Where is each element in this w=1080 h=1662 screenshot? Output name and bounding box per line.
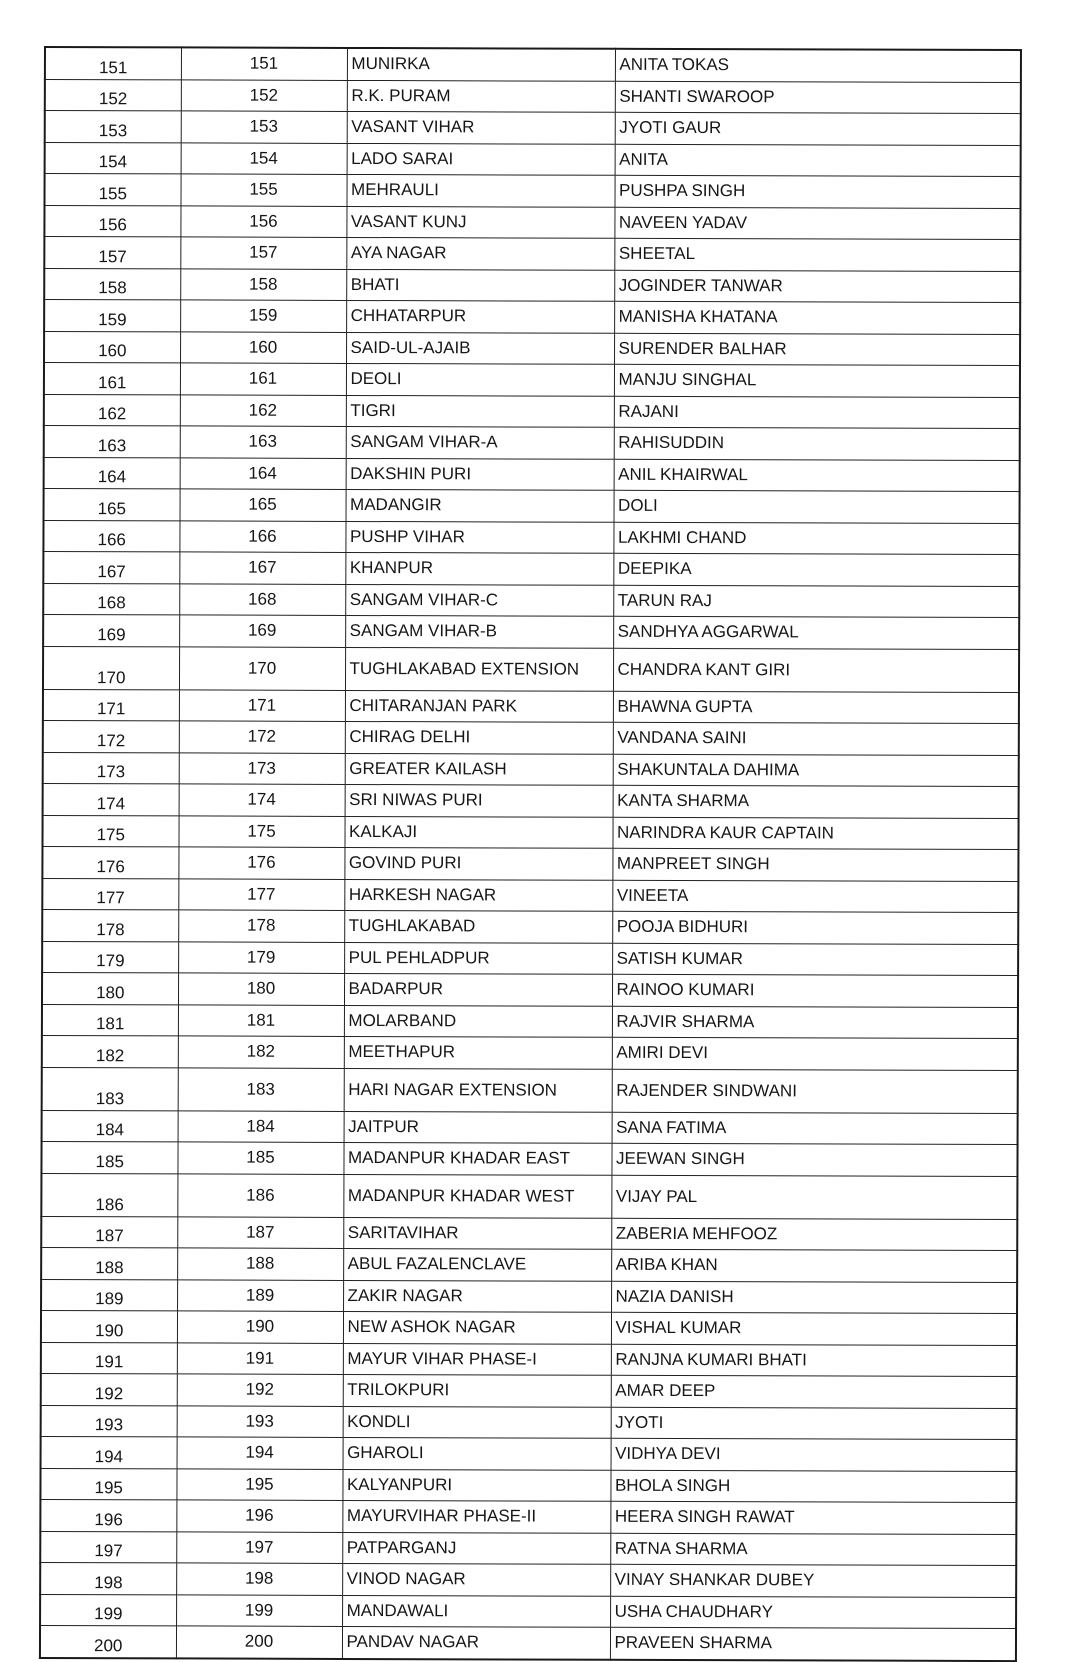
table-row [40, 1531, 1016, 1566]
ward-name-cell: PANDAV NAGAR [342, 1626, 610, 1659]
councillor-name-cell: NAZIA DANISH [611, 1281, 1017, 1314]
councillor-name-cell: HEERA SINGH RAWAT [610, 1501, 1016, 1534]
serial-number-cell: 180 [42, 972, 178, 1004]
serial-number-cell: 164 [44, 457, 180, 489]
councillor-name-cell: JYOTI [611, 1407, 1017, 1440]
ward-number-cell: 180 [178, 973, 344, 1005]
councillor-name-cell: DOLI [614, 490, 1020, 523]
councillor-name-cell: VISHAL KUMAR [611, 1312, 1017, 1345]
ward-number-cell: 169 [179, 615, 345, 647]
ward-number-cell: 164 [180, 457, 346, 489]
councillor-name-cell: SHEETAL [614, 238, 1020, 271]
ward-number-cell: 182 [178, 1036, 344, 1068]
serial-number-cell: 185 [41, 1141, 177, 1173]
councillor-name-cell: RAJANI [614, 396, 1020, 429]
ward-name-cell: MANDAWALI [342, 1595, 610, 1627]
ward-name-cell: GOVIND PURI [344, 847, 612, 879]
table-row [41, 1279, 1017, 1314]
ward-number-cell: 178 [178, 910, 344, 942]
table-row [45, 111, 1021, 146]
table-row [43, 615, 1019, 650]
ward-number-cell: 177 [178, 878, 344, 910]
ward-number-cell: 198 [176, 1563, 342, 1595]
serial-number-cell: 171 [43, 689, 179, 721]
councillor-name-cell: SANA FATIMA [612, 1112, 1018, 1145]
ward-number-cell: 192 [177, 1374, 343, 1406]
councillor-name-cell: AMIRI DEVI [612, 1037, 1018, 1070]
table-row [45, 79, 1021, 114]
councillor-name-cell: KANTA SHARMA [613, 785, 1019, 818]
ward-number-cell: 168 [179, 583, 345, 615]
serial-number-cell: 161 [44, 363, 180, 395]
table-row [43, 783, 1019, 818]
serial-number-cell: 189 [41, 1279, 177, 1311]
serial-number-cell: 178 [42, 909, 178, 941]
ward-number-cell: 154 [181, 142, 347, 174]
ward-number-cell: 190 [177, 1311, 343, 1343]
councillor-name-cell: ARIBA KHAN [611, 1249, 1017, 1282]
table-row [41, 1373, 1017, 1408]
ward-name-cell: KALKAJI [344, 816, 612, 848]
councillor-name-cell: ANITA [615, 144, 1021, 177]
ward-number-cell: 194 [177, 1437, 343, 1469]
table-row [42, 909, 1018, 944]
ward-number-cell: 153 [181, 111, 347, 143]
ward-name-cell: GHAROLI [343, 1437, 611, 1469]
serial-number-cell: 174 [43, 783, 179, 815]
ward-name-cell: TIGRI [346, 395, 614, 427]
ward-name-cell: TRILOKPURI [343, 1374, 611, 1406]
ward-number-cell: 173 [179, 752, 345, 784]
councillor-name-cell: BHAWNA GUPTA [613, 691, 1019, 724]
councillor-name-cell: MANJU SINGHAL [614, 364, 1020, 397]
councillor-name-cell: ANIL KHAIRWAL [614, 459, 1020, 492]
ward-name-cell: GREATER KAILASH [345, 753, 613, 785]
table-row [44, 300, 1020, 335]
ward-number-cell: 183 [178, 1067, 344, 1111]
councillor-name-cell: NARINDRA KAUR CAPTAIN [612, 817, 1018, 850]
table-row [41, 1405, 1017, 1440]
table-row [44, 331, 1020, 366]
councillor-name-cell: MANISHA KHATANA [614, 301, 1020, 334]
ward-number-cell: 158 [180, 268, 346, 300]
ward-name-cell: TUGHLAKABAD [344, 910, 612, 942]
ward-name-cell: MADANPUR KHADAR EAST [343, 1142, 611, 1174]
serial-number-cell: 163 [44, 426, 180, 458]
table-row [42, 1004, 1018, 1039]
councillor-name-cell: BHOLA SINGH [610, 1470, 1016, 1503]
serial-number-cell: 162 [44, 394, 180, 426]
councillor-name-cell: RANJNA KUMARI BHATI [611, 1344, 1017, 1377]
serial-number-cell: 191 [41, 1342, 177, 1374]
councillor-name-cell: DEEPIKA [613, 553, 1019, 586]
ward-name-cell: ABUL FAZALENCLAVE [343, 1248, 611, 1280]
ward-name-cell: VASANT VIHAR [347, 111, 615, 143]
councillor-name-cell: RAJVIR SHARMA [612, 1006, 1018, 1039]
serial-number-cell: 196 [40, 1499, 176, 1531]
serial-number-cell: 187 [41, 1216, 177, 1248]
councillor-name-cell: PUSHPA SINGH [614, 175, 1020, 208]
ward-number-cell: 188 [177, 1248, 343, 1280]
table-row [41, 1436, 1017, 1471]
table-row [45, 47, 1021, 82]
serial-number-cell: 181 [42, 1004, 178, 1036]
ward-name-cell: SRI NIWAS PURI [345, 784, 613, 816]
ward-number-cell: 159 [180, 300, 346, 332]
ward-number-cell: 175 [178, 815, 344, 847]
table-row [42, 941, 1018, 976]
ward-name-cell: TUGHLAKABAD EXTENSION [345, 647, 613, 691]
table-row [44, 363, 1020, 398]
councillor-name-cell: VIJAY PAL [611, 1175, 1017, 1219]
ward-number-cell: 199 [176, 1594, 342, 1626]
councillor-name-cell: SURENDER BALHAR [614, 333, 1020, 366]
serial-number-cell: 167 [43, 552, 179, 584]
ward-number-cell: 200 [176, 1626, 342, 1659]
serial-number-cell: 193 [41, 1405, 177, 1437]
table-row [41, 1141, 1017, 1176]
ward-name-cell: VINOD NAGAR [342, 1563, 610, 1595]
document-page [39, 46, 1020, 1662]
table-body [40, 47, 1021, 1661]
ward-number-cell: 160 [180, 331, 346, 363]
councillor-name-cell: JEEWAN SINGH [611, 1143, 1017, 1176]
councillor-name-cell: VIDHYA DEVI [611, 1438, 1017, 1471]
table-row [41, 1342, 1017, 1377]
table-row [45, 142, 1021, 177]
ward-name-cell: MEETHAPUR [344, 1036, 612, 1068]
ward-name-cell: KHANPUR [345, 552, 613, 584]
ward-name-cell: MEHRAULI [346, 174, 614, 206]
ward-name-cell: VASANT KUNJ [346, 206, 614, 238]
table-row [44, 237, 1020, 272]
table-row [41, 1173, 1017, 1219]
table-row [42, 1067, 1018, 1113]
table-row [42, 815, 1018, 850]
table-row [42, 878, 1018, 913]
table-row [44, 426, 1020, 461]
ward-number-cell: 166 [179, 520, 345, 552]
table-row [43, 720, 1019, 755]
councillor-name-cell: SHANTI SWAROOP [615, 81, 1021, 114]
ward-name-cell: SANGAM VIHAR-A [346, 426, 614, 458]
serial-number-cell: 176 [42, 846, 178, 878]
ward-name-cell: AYA NAGAR [346, 237, 614, 269]
ward-number-cell: 193 [177, 1405, 343, 1437]
table-row [41, 1310, 1017, 1345]
table-row [43, 583, 1019, 618]
ward-name-cell: BHATI [346, 269, 614, 301]
serial-number-cell: 168 [43, 583, 179, 615]
table-row [44, 457, 1020, 492]
table-row [44, 489, 1020, 524]
ward-number-cell: 161 [180, 363, 346, 395]
serial-number-cell: 182 [42, 1035, 178, 1067]
ward-name-cell: PUL PEHLADPUR [344, 942, 612, 974]
ward-name-cell: SANGAM VIHAR-B [345, 615, 613, 647]
table-row [40, 1499, 1016, 1534]
ward-number-cell: 176 [178, 847, 344, 879]
ward-number-cell: 172 [179, 721, 345, 753]
table-row [41, 1247, 1017, 1282]
councillor-name-cell: RATNA SHARMA [610, 1533, 1016, 1566]
ward-name-cell: MADANPUR KHADAR WEST [343, 1174, 611, 1218]
councillor-name-cell: CHANDRA KANT GIRI [613, 648, 1019, 692]
serial-number-cell: 195 [40, 1468, 176, 1500]
ward-number-cell: 187 [177, 1216, 343, 1248]
councillor-name-cell: SHAKUNTALA DAHIMA [613, 754, 1019, 787]
ward-number-cell: 181 [178, 1004, 344, 1036]
serial-number-cell: 153 [45, 111, 181, 143]
ward-name-cell: KALYANPURI [342, 1469, 610, 1501]
table-row [42, 1035, 1018, 1070]
councillor-name-cell: SANDHYA AGGARWAL [613, 616, 1019, 649]
ward-name-cell: SANGAM VIHAR-C [345, 584, 613, 616]
ward-name-cell: ZAKIR NAGAR [343, 1280, 611, 1312]
table-row [43, 752, 1019, 787]
councillor-name-cell: RAJENDER SINDWANI [612, 1069, 1018, 1113]
serial-number-cell: 199 [40, 1594, 176, 1626]
councillor-name-cell: JOGINDER TANWAR [614, 270, 1020, 303]
councillor-name-cell: JYOTI GAUR [615, 112, 1021, 145]
table-row [44, 394, 1020, 429]
ward-name-cell: MADANGIR [346, 489, 614, 521]
serial-number-cell: 166 [43, 520, 179, 552]
serial-number-cell: 190 [41, 1310, 177, 1342]
ward-number-cell: 189 [177, 1279, 343, 1311]
table-row [42, 846, 1018, 881]
councillor-name-cell: SATISH KUMAR [612, 943, 1018, 976]
ward-number-cell: 186 [177, 1173, 343, 1217]
ward-name-cell: CHIRAG DELHI [345, 721, 613, 753]
ward-name-cell: MUNIRKA [347, 48, 615, 81]
serial-number-cell: 158 [44, 268, 180, 300]
serial-number-cell: 179 [42, 941, 178, 973]
serial-number-cell: 157 [44, 237, 180, 269]
serial-number-cell: 186 [41, 1173, 177, 1216]
councillor-name-cell: MANPREET SINGH [612, 848, 1018, 881]
ward-name-cell: SARITAVIHAR [343, 1217, 611, 1249]
councillor-name-cell: VANDANA SAINI [613, 722, 1019, 755]
ward-number-cell: 191 [177, 1342, 343, 1374]
councillor-name-cell: PRAVEEN SHARMA [610, 1627, 1016, 1660]
ward-number-cell: 152 [181, 79, 347, 111]
ward-name-cell: DAKSHIN PURI [346, 458, 614, 490]
ward-number-cell: 174 [179, 784, 345, 816]
serial-number-cell: 154 [45, 142, 181, 174]
table-row [43, 520, 1019, 555]
ward-name-cell: R.K. PURAM [347, 80, 615, 112]
table-row [40, 1594, 1016, 1629]
ward-name-cell: CHITARANJAN PARK [345, 690, 613, 722]
serial-number-cell: 159 [44, 300, 180, 332]
table-row [40, 1562, 1016, 1597]
serial-number-cell: 172 [43, 720, 179, 752]
serial-number-cell: 169 [43, 615, 179, 647]
serial-number-cell: 152 [45, 79, 181, 111]
ward-number-cell: 171 [179, 689, 345, 721]
councillor-name-cell: RAHISUDDIN [614, 427, 1020, 460]
ward-name-cell: HARI NAGAR EXTENSION [344, 1068, 612, 1112]
ward-number-cell: 156 [180, 205, 346, 237]
ward-name-cell: MAYURVIHAR PHASE-II [342, 1500, 610, 1532]
ward-number-cell: 196 [176, 1500, 342, 1532]
table-row [43, 689, 1019, 724]
ward-name-cell: MAYUR VIHAR PHASE-I [343, 1343, 611, 1375]
ward-number-cell: 195 [176, 1468, 342, 1500]
ward-name-cell: MOLARBAND [344, 1005, 612, 1037]
table-row [40, 1625, 1016, 1660]
table-row [42, 1110, 1018, 1145]
ward-number-cell: 170 [179, 646, 345, 690]
ward-councillor-table [39, 46, 1022, 1662]
ward-name-cell: BADARPUR [344, 973, 612, 1005]
ward-name-cell: PATPARGANJ [342, 1532, 610, 1564]
ward-number-cell: 151 [181, 47, 347, 80]
ward-number-cell: 167 [179, 552, 345, 584]
ward-name-cell: HARKESH NAGAR [344, 879, 612, 911]
councillor-name-cell: AMAR DEEP [611, 1375, 1017, 1408]
serial-number-cell: 175 [42, 815, 178, 847]
table-row [44, 268, 1020, 303]
ward-name-cell: DEOLI [346, 363, 614, 395]
councillor-name-cell: ZABERIA MEHFOOZ [611, 1218, 1017, 1251]
table-row [42, 972, 1018, 1007]
serial-number-cell: 151 [45, 47, 181, 79]
serial-number-cell: 165 [44, 489, 180, 521]
councillor-name-cell: VINAY SHANKAR DUBEY [610, 1564, 1016, 1597]
ward-number-cell: 185 [177, 1142, 343, 1174]
ward-name-cell: CHHATARPUR [346, 300, 614, 332]
serial-number-cell: 156 [44, 205, 180, 237]
ward-number-cell: 179 [178, 941, 344, 973]
councillor-name-cell: LAKHMI CHAND [613, 522, 1019, 555]
ward-name-cell: KONDLI [343, 1406, 611, 1438]
ward-name-cell: SAID-UL-AJAIB [346, 332, 614, 364]
ward-number-cell: 163 [180, 426, 346, 458]
ward-number-cell: 157 [180, 237, 346, 269]
table-row [43, 552, 1019, 587]
serial-number-cell: 200 [40, 1625, 176, 1657]
table-row [44, 205, 1020, 240]
serial-number-cell: 194 [41, 1436, 177, 1468]
ward-number-cell: 165 [180, 489, 346, 521]
ward-name-cell: JAITPUR [344, 1111, 612, 1143]
serial-number-cell: 177 [42, 878, 178, 910]
councillor-name-cell: TARUN RAJ [613, 585, 1019, 618]
councillor-name-cell: POOJA BIDHURI [612, 911, 1018, 944]
ward-name-cell: PUSHP VIHAR [345, 521, 613, 553]
councillor-name-cell: USHA CHAUDHARY [610, 1596, 1016, 1629]
ward-number-cell: 184 [178, 1110, 344, 1142]
serial-number-cell: 188 [41, 1247, 177, 1279]
serial-number-cell: 183 [42, 1067, 178, 1110]
table-row [45, 174, 1021, 209]
councillor-name-cell: ANITA TOKAS [615, 49, 1021, 82]
councillor-name-cell: RAINOO KUMARI [612, 974, 1018, 1007]
councillor-name-cell: NAVEEN YADAV [614, 207, 1020, 240]
ward-number-cell: 162 [180, 394, 346, 426]
serial-number-cell: 160 [44, 331, 180, 363]
table-row [40, 1468, 1016, 1503]
serial-number-cell: 192 [41, 1373, 177, 1405]
councillor-name-cell: VINEETA [612, 880, 1018, 913]
serial-number-cell: 184 [42, 1110, 178, 1142]
serial-number-cell: 198 [40, 1562, 176, 1594]
ward-name-cell: LADO SARAI [347, 143, 615, 175]
ward-name-cell: NEW ASHOK NAGAR [343, 1311, 611, 1343]
serial-number-cell: 155 [45, 174, 181, 206]
ward-number-cell: 155 [180, 174, 346, 206]
ward-number-cell: 197 [176, 1531, 342, 1563]
serial-number-cell: 173 [43, 752, 179, 784]
table-row [41, 1216, 1017, 1251]
serial-number-cell: 170 [43, 646, 179, 689]
serial-number-cell: 197 [40, 1531, 176, 1563]
table-row [43, 646, 1019, 692]
